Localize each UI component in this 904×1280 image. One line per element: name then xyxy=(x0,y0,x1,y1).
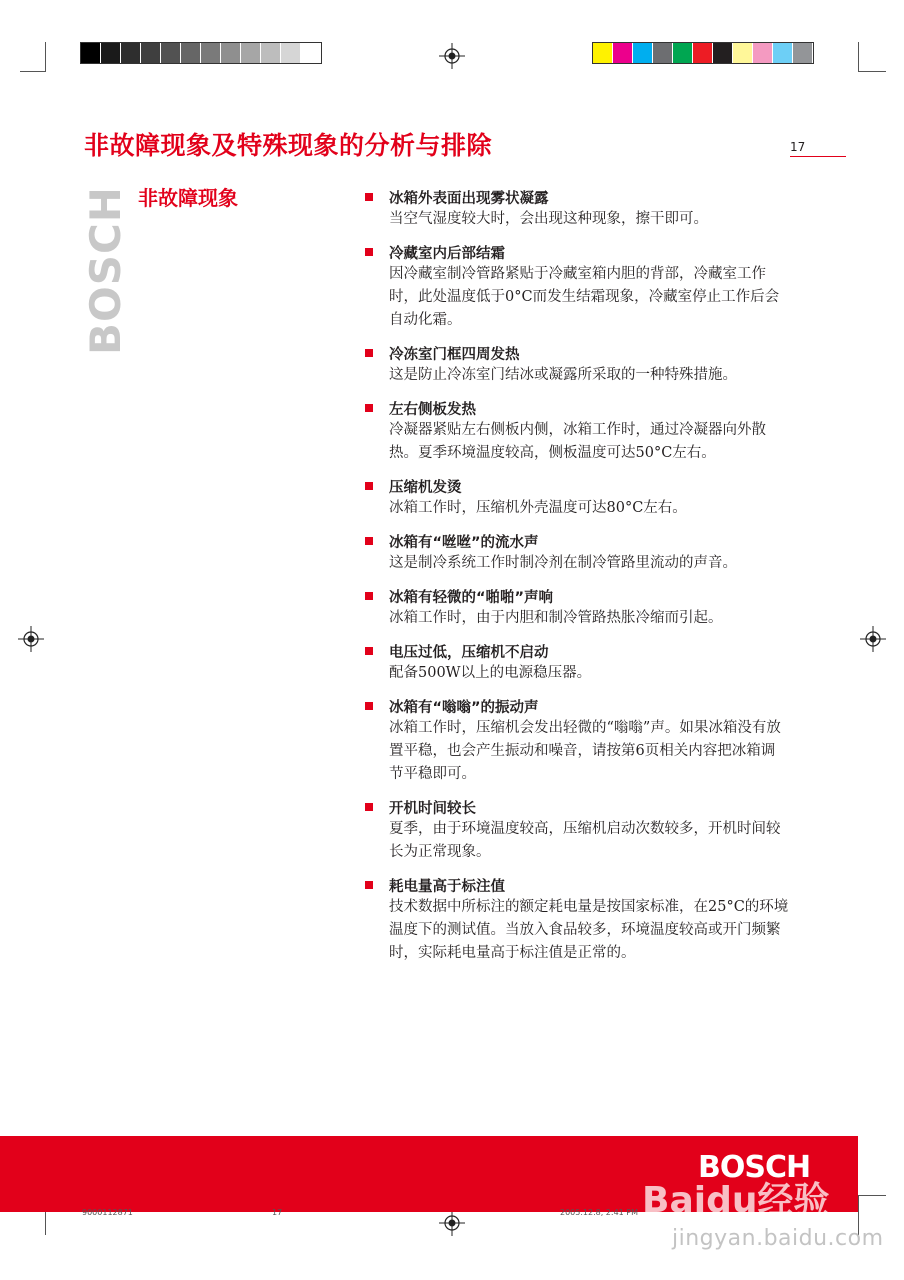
square-bullet-icon xyxy=(365,193,373,201)
slug-date: 2005.12.8, 2:41 PM xyxy=(560,1208,639,1217)
color-swatch xyxy=(753,43,773,63)
item-description: 夏季，由于环境温度较高，压缩机启动次数较多，开机时间较长为正常现象。 xyxy=(389,821,781,860)
item-title: 冰箱有“咝咝”的流水声 xyxy=(389,534,539,551)
color-swatch xyxy=(733,43,753,63)
color-swatch xyxy=(81,43,101,63)
item-title: 电压过低，压缩机不启动 xyxy=(389,644,549,661)
item-description: 因冷藏室制冷管路紧贴于冷藏室箱内胆的背部，冷藏室工作时，此处温度低于0°C而发生结霜现象，冷藏室停止工作后会自动化霜。 xyxy=(389,266,780,328)
square-bullet-icon xyxy=(365,482,373,490)
item-title: 冰箱外表面出现雾状凝露 xyxy=(389,190,549,207)
item-description: 冰箱工作时，压缩机外壳温度可达80°C左右。 xyxy=(389,500,687,516)
list-item xyxy=(365,796,795,864)
crop-mark xyxy=(858,42,859,72)
item-description: 这是制冷系统工作时制冷剂在制冷管路里流动的声音。 xyxy=(389,555,737,571)
color-swatch xyxy=(161,43,181,63)
list-item xyxy=(365,585,795,630)
section-title: 非故障现象 xyxy=(138,186,238,210)
color-swatch xyxy=(793,43,813,63)
color-swatch xyxy=(593,43,613,63)
color-swatch xyxy=(673,43,693,63)
item-header xyxy=(365,475,795,497)
item-header xyxy=(365,796,795,818)
item-description: 冷凝器紧贴左右侧板内侧，冰箱工作时，通过冷凝器向外散热。夏季环境温度较高，侧板温度可达50°C左右。 xyxy=(389,422,766,461)
square-bullet-icon xyxy=(365,647,373,655)
color-swatch xyxy=(241,43,261,63)
color-swatch xyxy=(101,43,121,63)
square-bullet-icon xyxy=(365,537,373,545)
item-title: 冷冻室门框四周发热 xyxy=(389,346,520,363)
color-swatch xyxy=(653,43,673,63)
item-description: 配备500W以上的电源稳压器。 xyxy=(389,665,592,681)
item-title: 冰箱有轻微的“啪啪”声响 xyxy=(389,589,554,606)
item-header xyxy=(365,585,795,607)
item-header xyxy=(365,695,795,717)
color-swatch xyxy=(693,43,713,63)
phenomena-list xyxy=(365,186,795,975)
color-swatch xyxy=(261,43,281,63)
item-header xyxy=(365,186,795,208)
slug-job-number: 9000112871 xyxy=(82,1208,133,1217)
item-description: 冰箱工作时，由于内胆和制冷管路热胀冷缩而引起。 xyxy=(389,610,723,626)
color-swatch xyxy=(141,43,161,63)
color-swatch xyxy=(281,43,301,63)
list-item xyxy=(365,475,795,520)
square-bullet-icon xyxy=(365,881,373,889)
square-bullet-icon xyxy=(365,349,373,357)
item-header xyxy=(365,640,795,662)
item-description: 这是防止冷冻室门结冰或凝露所采取的一种特殊措施。 xyxy=(389,367,737,383)
square-bullet-icon xyxy=(365,592,373,600)
item-header xyxy=(365,874,795,896)
list-item xyxy=(365,397,795,465)
footer-brand-logo: BOSCH xyxy=(698,1150,811,1185)
registration-mark-icon xyxy=(439,43,465,69)
square-bullet-icon xyxy=(365,803,373,811)
item-title: 耗电量高于标注值 xyxy=(389,878,505,895)
item-description: 技术数据中所标注的额定耗电量是按国家标准，在25°C的环境温度下的测试值。当放入食品较多，环境温度较高或开门频繁时，实际耗电量高于标注值是正常的。 xyxy=(389,899,789,961)
color-swatch xyxy=(713,43,733,63)
list-item xyxy=(365,640,795,685)
item-title: 开机时间较长 xyxy=(389,800,476,817)
vertical-brand-logo xyxy=(80,185,130,355)
color-swatch xyxy=(773,43,793,63)
item-header xyxy=(365,342,795,364)
item-description: 当空气湿度较大时，会出现这种现象，擦干即可。 xyxy=(389,211,708,227)
registration-mark-icon xyxy=(439,1210,465,1236)
item-title: 左右侧板发热 xyxy=(389,401,476,418)
color-swatch xyxy=(301,43,321,63)
color-swatch xyxy=(633,43,653,63)
list-item xyxy=(365,342,795,387)
crop-mark xyxy=(858,71,886,72)
item-header xyxy=(365,241,795,263)
baidu-watermark: Baidu经验 xyxy=(642,1180,830,1221)
color-swatch xyxy=(221,43,241,63)
crop-mark xyxy=(20,71,46,72)
page-title: 非故障现象及特殊现象的分析与排除 xyxy=(84,131,493,160)
crop-mark xyxy=(858,1195,886,1196)
page-number: 17 xyxy=(790,140,846,157)
square-bullet-icon xyxy=(365,248,373,256)
list-item xyxy=(365,241,795,332)
crop-mark xyxy=(45,42,46,72)
list-item xyxy=(365,874,795,965)
item-title: 压缩机发烫 xyxy=(389,479,462,496)
list-item xyxy=(365,186,795,231)
color-calibration-strip xyxy=(592,42,814,64)
square-bullet-icon xyxy=(365,404,373,412)
item-header xyxy=(365,530,795,552)
color-swatch xyxy=(181,43,201,63)
color-swatch xyxy=(201,43,221,63)
registration-mark-icon xyxy=(18,626,44,652)
item-title: 冷藏室内后部结霜 xyxy=(389,245,505,262)
item-header xyxy=(365,397,795,419)
grey-calibration-strip xyxy=(80,42,322,64)
color-swatch xyxy=(613,43,633,63)
color-swatch xyxy=(121,43,141,63)
item-title: 冰箱有“嗡嗡”的振动声 xyxy=(389,699,539,716)
slug-page-number: 17 xyxy=(272,1208,283,1217)
watermark-url: jingyan.baidu.com xyxy=(672,1226,884,1251)
list-item xyxy=(365,695,795,786)
vertical-brand-text: BOSCH xyxy=(80,185,130,355)
square-bullet-icon xyxy=(365,702,373,710)
registration-mark-icon xyxy=(860,626,886,652)
item-description: 冰箱工作时，压缩机会发出轻微的“嗡嗡”声。如果冰箱没有放置平稳，也会产生振动和噪音，请按第6页相关内容把冰箱调节平稳即可。 xyxy=(389,720,781,782)
list-item xyxy=(365,530,795,575)
